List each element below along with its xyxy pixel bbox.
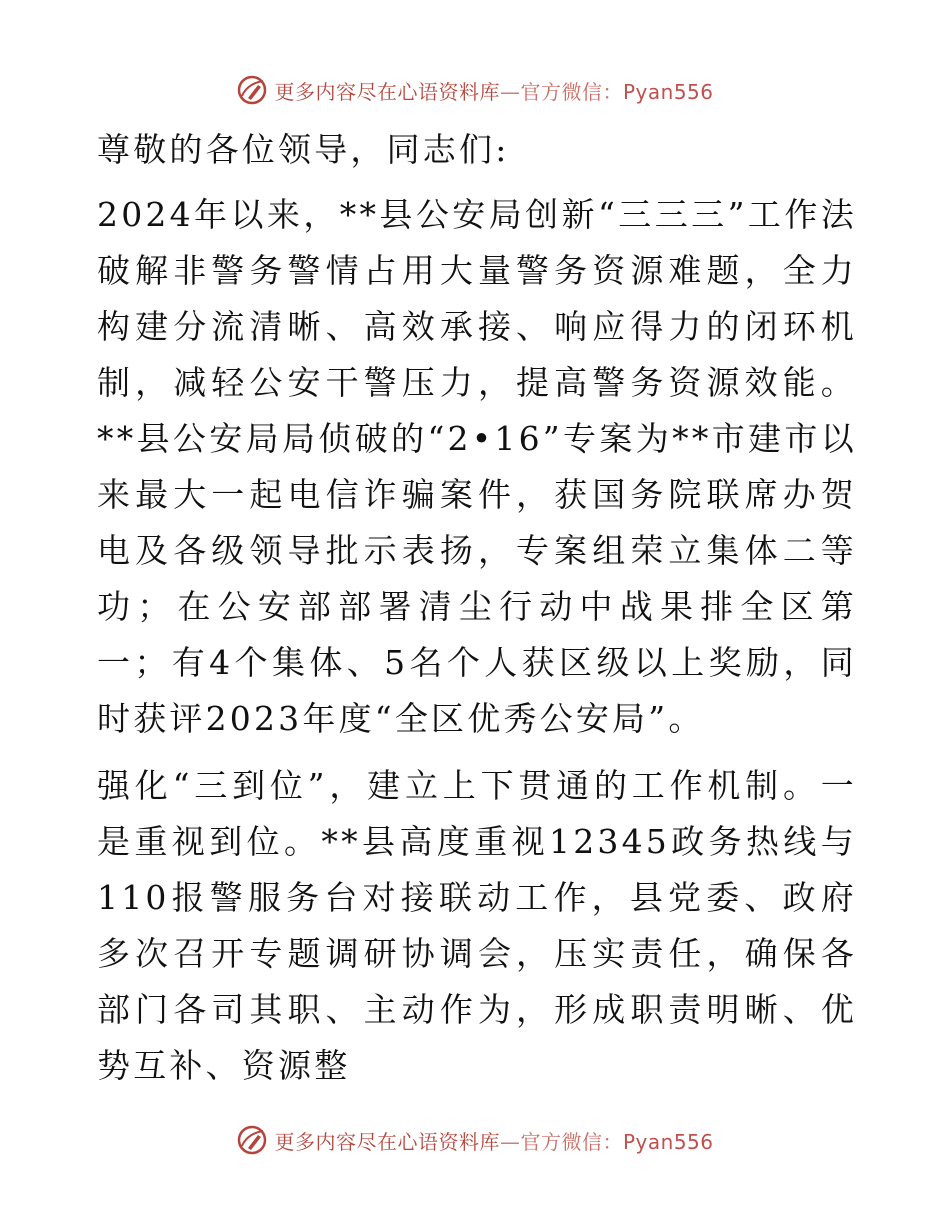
- watermark-separator: —: [499, 79, 521, 104]
- watermark-text: 更多内容尽在心语资料库: [274, 1129, 500, 1154]
- watermark-wechat-label: 官方微信：: [520, 1129, 623, 1154]
- document-body: [97, 122, 857, 1094]
- footer-watermark: [0, 1120, 950, 1160]
- header-watermark: [0, 70, 950, 110]
- pen-swirl-logo-icon: [236, 74, 268, 106]
- watermark-wechat-id: Pyan556: [622, 1129, 714, 1154]
- paragraph-1: 2024年以来，**县公安局创新“三三三”工作法破解非警务警情占用大量警务资源难题，全力构建分流清晰、高效承接、响应得力的闭环机制，减轻公安干警压力，提高警务资源效能。**县公安局局侦破的“2•16”专案为**市建市以来最大一起电信诈骗案件，获国务院联席办贺电及各级领导批示表扬，专案组荣立集体二等功；在公安部部署清尘行动中战果排全区第一；有4个集体、5名个人获区级以上奖励，同时获评2023年度“全区优秀公安局”。: [97, 195, 857, 738]
- pen-swirl-logo-icon: [236, 1124, 268, 1156]
- watermark-separator: —: [499, 1129, 521, 1154]
- watermark-wechat-id: Pyan556: [622, 79, 714, 104]
- watermark-text: 更多内容尽在心语资料库: [274, 79, 500, 104]
- salutation: 尊敬的各位领导，同志们:: [97, 130, 510, 169]
- watermark-wechat-label: 官方微信：: [520, 79, 623, 104]
- paragraph-2: 强化“三到位”，建立上下贯通的工作机制。一是重视到位。**县高度重视12345政务热线与110报警服务台对接联动工作，县党委、政府多次召开专题调研协调会，压实责任，确保各部门各司其职、主动作为，形成职责明晰、优势互补、资源整: [97, 766, 857, 1085]
